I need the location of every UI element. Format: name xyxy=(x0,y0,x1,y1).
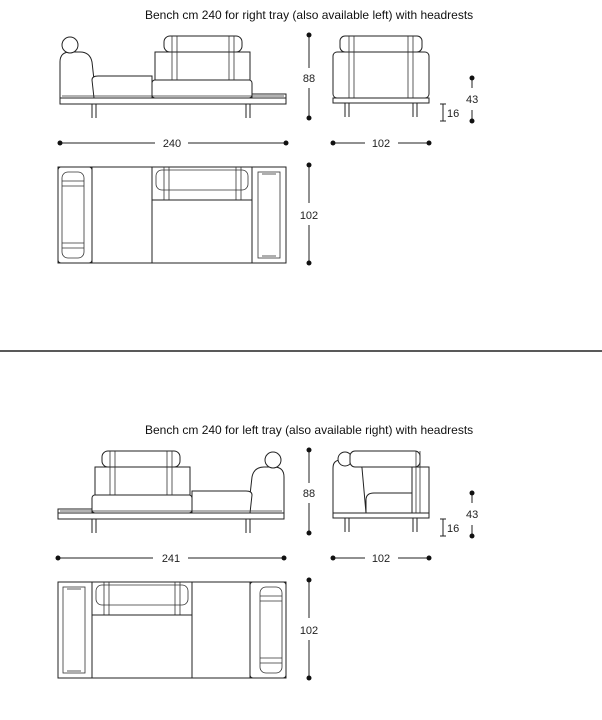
depth-side-label: 102 xyxy=(371,138,391,150)
back-headrest xyxy=(164,36,242,52)
depth-plan-label: 102 xyxy=(299,625,319,637)
depth-plan-label: 102 xyxy=(299,210,319,222)
sofa-base xyxy=(58,513,284,519)
depth-side-label: 102 xyxy=(371,553,391,565)
width-label: 241 xyxy=(161,553,181,565)
diagram-title-right-tray: Bench cm 240 for right tray (also available left) with headrests xyxy=(145,8,474,22)
plan-view-right-tray xyxy=(58,167,286,263)
sofa-base xyxy=(60,98,286,104)
dimension-depth-plan-bottom xyxy=(300,578,318,681)
dimension-seat-leg-bottom xyxy=(440,491,478,539)
back-headrest xyxy=(102,451,180,467)
left-armrest xyxy=(60,52,96,98)
right-armrest xyxy=(248,467,284,513)
headrest-ball xyxy=(265,452,281,468)
dimension-width-top xyxy=(58,138,289,150)
leg-height-label: 16 xyxy=(447,523,460,535)
side-elevation-bottom xyxy=(333,451,429,532)
dimension-depth-plan-top xyxy=(300,163,318,266)
dimension-depth-side-bottom xyxy=(331,553,432,565)
width-label: 240 xyxy=(162,138,182,150)
seat-height-label: 43 xyxy=(466,509,479,521)
dimension-width-bottom xyxy=(56,553,287,565)
seat-height-label: 43 xyxy=(466,94,479,106)
dimension-depth-side-top xyxy=(331,138,432,150)
dimension-height-top xyxy=(303,33,315,121)
leg-height-label: 16 xyxy=(447,108,460,120)
dimension-seat-leg-top xyxy=(440,76,478,124)
diagram-title-left-tray: Bench cm 240 for left tray (also available right) with headrests xyxy=(145,423,474,437)
plan-view-left-tray xyxy=(58,582,286,678)
side-elevation-top xyxy=(333,36,429,117)
dimension-height-bottom xyxy=(303,448,315,536)
height-label: 88 xyxy=(302,73,316,85)
front-elevation-left-tray xyxy=(58,451,284,533)
headrest-ball xyxy=(62,37,78,53)
height-label: 88 xyxy=(302,488,316,500)
front-elevation-right-tray xyxy=(60,36,286,118)
